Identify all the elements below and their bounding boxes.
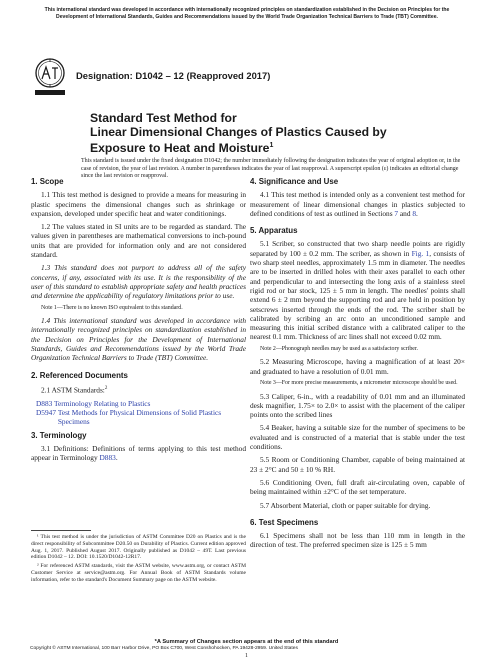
footnotes <box>31 530 246 586</box>
ref-d883-title-link[interactable]: Terminology Relating to Plastics <box>54 398 151 408</box>
reference-d883 <box>31 399 246 408</box>
para-5-4: 5.4 Beaker, having a suitable size for the number of specimens to be evaluated and is constructed of a material that is stable under the test conditions. <box>250 423 465 452</box>
para-4-1 <box>250 190 465 218</box>
note-1: Note 1—There is no known ISO equivalent to this standard. <box>41 304 183 311</box>
para-6-1: 6.1 Specimens shall not be less than 110 mm in length in the direction of test. The preferred specimen size is 125 ± 5 mm <box>250 531 465 550</box>
reference-d5947 <box>31 408 246 427</box>
para-2-1 <box>31 384 246 395</box>
para-3-1-d883-link[interactable]: D883 <box>99 453 116 463</box>
title-line-2: Linear Dimensional Changes of Plastics Caused by <box>90 125 387 139</box>
para-3-1-text: 3.1 Definitions: Definitions of terms applying to this test method appear in Terminology <box>31 443 246 463</box>
para-2-1-text: 2.1 ASTM Standards: <box>41 385 105 395</box>
footnote-divider <box>31 530 91 531</box>
section-5-heading: 5. Apparatus <box>250 226 298 236</box>
para-5-2: 5.2 Measuring Microscope, having a magnification of at least 20× and graduated to have a resolution of 0.01 mm. <box>250 357 465 376</box>
title-footnote-marker: 1 <box>269 142 274 149</box>
para-3-1-end: . <box>115 453 118 463</box>
para-5-1-rest: , consists of two sharp steel needles, approximately 1.5 mm in diameter. The needles are to be inserted in drilled holes with their axes parallel to each other and perpendicular to and intersecting the long axis of a stainless steel rigid rod or bar stock, 125 ± 5 mm in length. The needles' points shall extend 6 ± 2 mm beyond the supporting rod and are held in position by setscrews inserted through the ends of the rod. The scriber shall be calibrated by scribing an arc onto an unconditioned sample and measuring this initial scribed distance with a calibrated caliper to the nearest 0.1 mm. Thickness of arc lines shall not exceed 0.02 mm. <box>250 248 465 342</box>
page-number: 1 <box>245 653 248 659</box>
para-5-5: 5.5 Room or Conditioning Chamber, capable of being maintained at 23 ± 2°C and 50 ± 10 % RH. <box>250 455 465 474</box>
section-1-heading: 1. Scope <box>31 177 64 186</box>
left-column <box>31 177 246 466</box>
footnote-2: ² For referenced ASTM standards, visit the ASTM website, www.astm.org, or contact ASTM Customer Service at service@astm.org. For Annual Book of ASTM Standards volume information, refer to the standard's Document Summary page on the ASTM website. <box>31 563 246 583</box>
summary-of-changes-note: *A Summary of Changes section appears at the end of this standard <box>154 639 339 645</box>
para-5-1 <box>250 239 465 341</box>
para-3-1 <box>31 444 246 463</box>
para-4-1-and: and <box>398 208 413 218</box>
para-5-1-text: 5.1 Scriber, so constructed that two sharp needle points are rigidly separated by 100 ± 0.2 mm. The scriber, as shown in <box>250 239 465 258</box>
section-8-link[interactable]: 8 <box>412 208 417 218</box>
section-4-heading: 4. Significance and Use <box>250 177 339 186</box>
para-1-3-text: 1.3 This standard does not purport to address all of the safety concerns, if any, associated with its use. It is the responsibility of the user of this standard to establish appropriate safety and health practices and determine the applicability of regulatory limitations prior to use. <box>31 263 246 301</box>
section-3-heading: 3. Terminology <box>31 430 87 440</box>
para-1-4 <box>31 316 246 362</box>
para-1-2: 1.2 The values stated in SI units are to be regarded as standard. The values given in parentheses are mathematical conversions to inch-pound units that are provided for information only and are not considered standard. <box>31 222 246 260</box>
ref-d883-code-link[interactable]: D883 <box>36 398 53 408</box>
tbt-notice: This international standard was developed in accordance with internationally recognized principles on standardization established in the Decision on Principles for the Development of International Standards, Guides and Recommendations issued by the World Trade Organization Technical Barriers to Trade (TBT) Committee. <box>44 7 450 20</box>
footnote-2-marker: 2 <box>104 385 108 391</box>
note-2: Note 2—Phonograph needles may be used as a satisfactory scriber. <box>260 345 419 352</box>
para-1-4-text: 1.4 This international standard was developed in accordance with internationally recognized principles on standardization established in the Decision on Principles for the Development of International Standards, Guides and Recommendations issued by the World Trade Organization Technical Barriers to Trade (TBT) Committee. <box>31 316 246 363</box>
section-7-link[interactable]: 7 <box>394 208 399 218</box>
section-2-heading: 2. Referenced Documents <box>31 370 128 380</box>
ref-d5947-code-link[interactable]: D5947 <box>36 407 56 417</box>
para-5-7: 5.7 Absorbent Material, cloth or paper suitable for drying. <box>260 500 431 510</box>
designation: Designation: D1042 – 12 (Reapproved 2017) <box>76 70 271 81</box>
copyright-line: Copyright © ASTM International, 100 Barr Harbor Drive, PO Box C700, West Conshohocken, PA 19428-2959. United States <box>30 646 298 651</box>
astm-logo-icon <box>33 58 67 99</box>
title-line-1: Standard Test Method for <box>90 111 237 125</box>
para-1-1: 1.1 This test method is designed to provide a means for measuring in plastic specimens the dimensional changes such as shrinkage or expansion, developed under specific heat and water conditionings. <box>31 190 246 218</box>
para-5-3: 5.3 Caliper, 6-in., with a readability of 0.01 mm and an illuminated desk magnifier, 1.75× to 2.0× to assist with the placement of the caliper points onto the scribed lines <box>250 391 465 420</box>
para-5-6: 5.6 Conditioning Oven, full draft air-circulating oven, capable of being maintained within ±2°C of the set temperature. <box>250 477 465 497</box>
ref-d5947-title-link[interactable]: Test Methods for Physical Dimensions of Solid Plastics Specimens <box>57 407 222 427</box>
section-6-heading: 6. Test Specimens <box>250 517 319 527</box>
right-column <box>250 177 465 554</box>
note-3: Note 3—For more precise measurements, a micrometer microscope should be used. <box>260 379 458 386</box>
fig-1-link[interactable]: Fig. 1 <box>411 248 430 258</box>
title-line-3-text: Exposure to Heat and Moisture <box>90 141 270 156</box>
para-1-3 <box>31 263 246 300</box>
designation-explanation: This standard is issued under the fixed designation D1042; the number immediately following the designation indicates the year of original adoption or, in the case of revision, the year of last revision. A number in parentheses indicates the year of last reapproval. A superscript epsilon (ε) indicates an editorial change since the last revision or reapproval. <box>81 158 461 179</box>
title-line-3 <box>90 139 420 155</box>
para-4-1-text: 4.1 This test method is intended only as a convenient test method for measurement of linear dimensional changes in plastics subjected to defined conditions of test as outlined in Sections <box>250 190 465 218</box>
standard-title <box>90 111 420 155</box>
footnote-1: ¹ This test method is under the jurisdiction of ASTM Committee D20 on Plastics and is the direct responsibility of Subcommittee D20.50 on Durability of Plastics. Current edition approved Aug. 1, 2017. Published August 2017. Originally published as D1042 – 49T. Last previous edition D1042 – 12. DOI: 10.1520/D1042-12R17. <box>31 534 246 561</box>
para-4-1-end: . <box>416 208 418 218</box>
astm-logo <box>33 58 67 99</box>
